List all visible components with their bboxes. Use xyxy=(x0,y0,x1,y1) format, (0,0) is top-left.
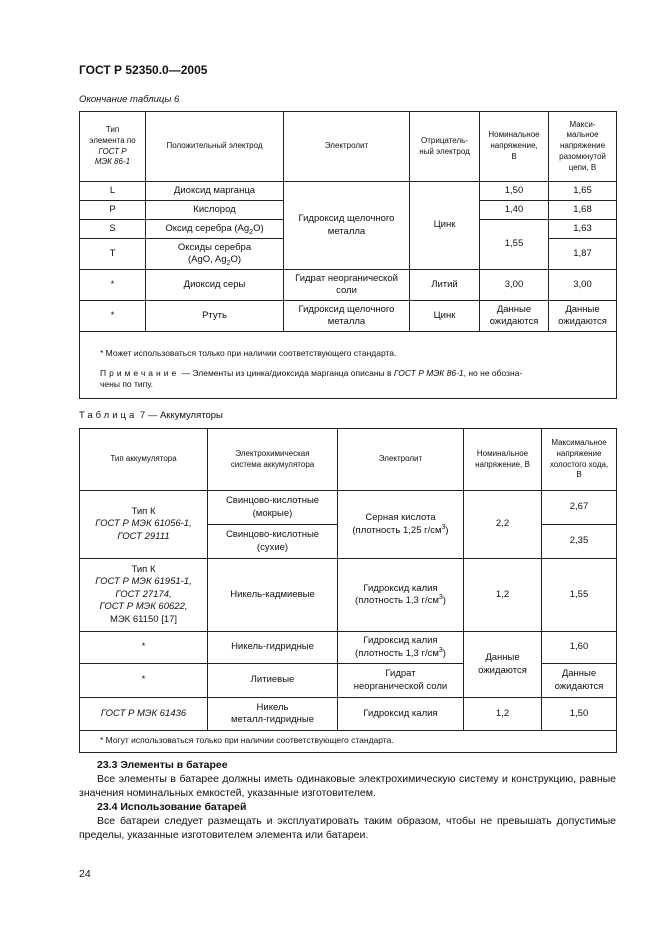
t6-header-nominal: Номинальное напряжение, В xyxy=(480,112,549,182)
t7-lead-type: Тип К ГОСТ Р МЭК 61056-1, ГОСТ 29111 xyxy=(80,491,208,559)
t7-lead-wet-system: Свинцово-кислотные (мокрые) xyxy=(208,491,338,525)
t7-row-lead-wet xyxy=(80,491,617,525)
t7-lead-electrolyte: Серная кислота (плотность 1,25 $г/см^3$) xyxy=(338,491,464,559)
table6-header-row xyxy=(80,112,617,182)
t6-l-nominal: 1,50 xyxy=(480,182,549,201)
t6-header-type: Тип элемента по ГОСТ Р МЭК 86-1 xyxy=(80,112,146,182)
t6-notes-row xyxy=(80,332,617,399)
t7-footnote: * Могут использоваться только при наличии соответствующего стандарта. xyxy=(80,731,617,753)
t6-hg-negative: Цинк xyxy=(410,301,480,332)
t7-header-nominal: Номинальное напряжение, В xyxy=(464,429,542,491)
t6-l-positive: Диоксид марганца xyxy=(146,182,284,201)
t7-nimh-type: * xyxy=(80,632,208,664)
t6-l-type: L xyxy=(80,182,146,201)
t7-nimh2-system: Никель металл-гидридные xyxy=(208,698,338,731)
t7-lead-dry-max: 2,35 xyxy=(542,525,617,559)
t6-t-type: T xyxy=(80,239,146,270)
table7 xyxy=(79,428,617,753)
t7-nimh-system: Никель-гидридные xyxy=(208,632,338,664)
t6-li-positive: Диоксид серы xyxy=(146,270,284,301)
t6-header-positive: Положительный электрод xyxy=(146,112,284,182)
t6-row-lithium xyxy=(80,270,617,301)
t7-nimh2-electrolyte: Гидроксид калия xyxy=(338,698,464,731)
t7-nicd-type: Тип К ГОСТ Р МЭК 61951-1, ГОСТ 27174, ГОСТ Р МЭК 60622, МЭК 61150 [17] xyxy=(80,559,208,632)
section-23-4-text: Все батареи следует размещать и эксплуатировать таким образом, чтобы не превышать допустимые пределы, указанные изготовителем элемента или батареи. xyxy=(79,815,616,841)
t6-s-positive: Оксид серебра $(Ag_2O)$ xyxy=(146,220,284,239)
t7-nimh2-nominal: 1,2 xyxy=(464,698,542,731)
t6-header-negative: Отрицатель- ный электрод xyxy=(410,112,480,182)
t6-footnote: * Может использоваться только при наличии соответствующего стандарта. xyxy=(100,348,397,358)
t6-p-type: P xyxy=(80,201,146,220)
t7-nimh-electrolyte: Гидроксид калия (плотность 1,3 $г/см^3$) xyxy=(338,632,464,664)
t6-hg-nominal: Данные ожидаются xyxy=(480,301,549,332)
t6-st-nominal: 1,55 xyxy=(480,220,549,270)
t7-header-type: Тип аккумулятора xyxy=(80,429,208,491)
t6-p-positive: Кислород xyxy=(146,201,284,220)
table6 xyxy=(79,111,617,399)
t7-lead-dry-system: Свинцово-кислотные (сухие) xyxy=(208,525,338,559)
t7-row-nimh xyxy=(80,632,617,664)
t6-t-max: 1,87 xyxy=(549,239,617,270)
t7-lead-nominal: 2,2 xyxy=(464,491,542,559)
t7-shared-nominal: Данные ожидаются xyxy=(464,632,542,698)
t6-li-electrolyte: Гидрат неорганической соли xyxy=(284,270,410,301)
t7-li-max: Данные ожидаются xyxy=(542,664,617,698)
section-23-3-title: 23.3 Элементы в батарее xyxy=(97,759,228,771)
t6-notes xyxy=(80,332,617,399)
table6-caption: Окончание таблицы 6 xyxy=(79,94,180,105)
t6-hg-positive: Ртуть xyxy=(146,301,284,332)
section-23-3-text: Все элементы в батарее должны иметь одинаковые электрохимическую систему и конструкцию, равные значения номинальных емкостей, указанные изготовителем. xyxy=(79,773,616,799)
t7-nicd-max: 1,55 xyxy=(542,559,617,632)
t6-hg-electrolyte: Гидроксид щелочного металла xyxy=(284,301,410,332)
t6-hg-type: * xyxy=(80,301,146,332)
t6-t-positive: Оксиды серебра (AgO, $Ag_2O$) xyxy=(146,239,284,270)
t7-lead-wet-max: 2,67 xyxy=(542,491,617,525)
t6-hg-max: Данные ожидаются xyxy=(549,301,617,332)
t7-header-system: Электрохимическая система аккумулятора xyxy=(208,429,338,491)
sections xyxy=(79,758,616,842)
section-23-4-title: 23.4 Использование батарей xyxy=(97,801,247,813)
t6-li-max: 3,00 xyxy=(549,270,617,301)
t7-nimh-max: 1,60 xyxy=(542,632,617,664)
t7-nimh2-max: 1,50 xyxy=(542,698,617,731)
t7-notes-row xyxy=(80,731,617,753)
t7-header-max: Максимальное напряжение холостого хода, В xyxy=(542,429,617,491)
page-number: 24 xyxy=(79,868,91,880)
t6-s-max: 1,63 xyxy=(549,220,617,239)
t6-header-max: Макси- мальное напряжение разомкнутой цепи, В xyxy=(549,112,617,182)
t6-row-mercury xyxy=(80,301,617,332)
t7-li-type: * xyxy=(80,664,208,698)
t6-li-negative: Литий xyxy=(410,270,480,301)
t7-row-nimh2 xyxy=(80,698,617,731)
t6-note: Примечание — Элементы из цинка/диоксида марганца описаны в ГОСТ Р МЭК 86-1, но не обозна- чены по типу. xyxy=(100,368,523,390)
t6-row-l xyxy=(80,182,617,201)
t6-group-electrolyte: Гидроксид щелочного металла xyxy=(284,182,410,270)
t7-nimh2-type: ГОСТ Р МЭК 61436 xyxy=(80,698,208,731)
t6-li-type: * xyxy=(80,270,146,301)
table7-header-row xyxy=(80,429,617,491)
t7-li-electrolyte: Гидрат неорганической соли xyxy=(338,664,464,698)
t7-nicd-nominal: 1,2 xyxy=(464,559,542,632)
t7-li-system: Литиевые xyxy=(208,664,338,698)
t6-p-max: 1,68 xyxy=(549,201,617,220)
t7-header-electrolyte: Электролит xyxy=(338,429,464,491)
t7-nicd-electrolyte: Гидроксид калия (плотность 1,3 $г/см^3$) xyxy=(338,559,464,632)
t6-group-negative: Цинк xyxy=(410,182,480,270)
t7-nicd-system: Никель-кадмиевые xyxy=(208,559,338,632)
document-header: ГОСТ Р 52350.0—2005 xyxy=(79,63,208,77)
t6-s-type: S xyxy=(80,220,146,239)
t6-li-nominal: 3,00 xyxy=(480,270,549,301)
t6-header-electrolyte: Электролит xyxy=(284,112,410,182)
t7-row-nicd xyxy=(80,559,617,632)
t6-l-max: 1,65 xyxy=(549,182,617,201)
t6-p-nominal: 1,40 xyxy=(480,201,549,220)
table7-caption: Таблица 7 — Аккумуляторы xyxy=(79,410,223,421)
